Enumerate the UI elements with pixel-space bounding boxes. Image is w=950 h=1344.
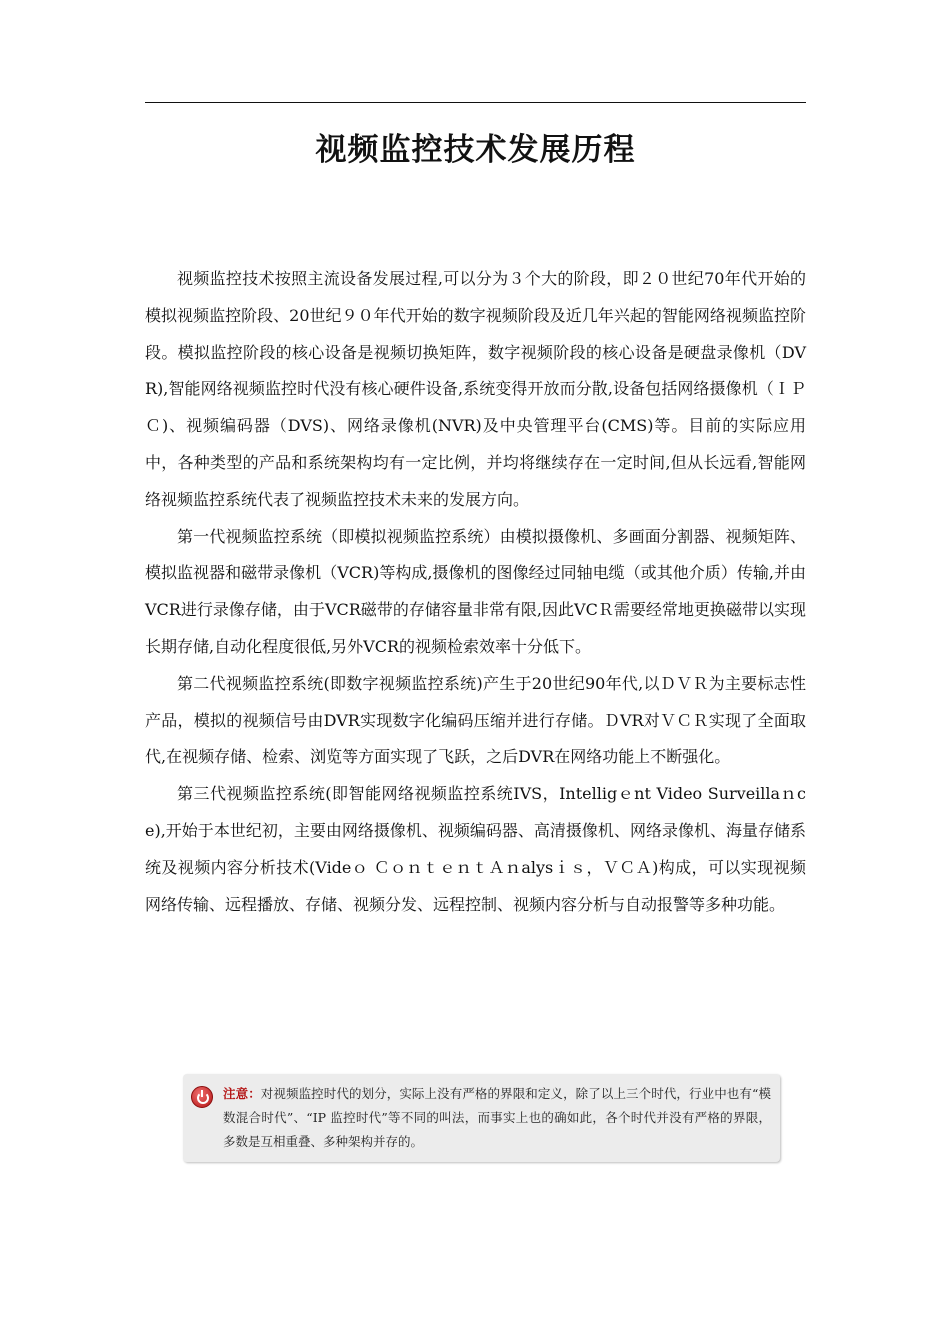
warning-icon [191,1086,213,1108]
paragraph-second-generation: 第二代视频监控系统(即数字视频监控系统)产生于20世纪90年代,以ＤＶＲ为主要标志性产品，模拟的视频信号由DVR实现数字化编码压缩并进行存储。ＤVR对ＶＣＲ实现了全面取代,在视频存储、检索、浏览等方面实现了飞跃，之后DVR在网络功能上不断强化。 [145,673,806,767]
paragraph-third-generation: 第三代视频监控系统(即智能网络视频监控系统IVS，Intelligｅnt Video Surveillaｎce),开始于本世纪初，主要由网络摄像机、视频编码器、高清摄像机、网络录像机、海量存储系统及视频内容分析技术(Videｏ ＣｏｎｔｅｎｔＡｎalysｉｓ，ＶＣＡ)构成，可以实现视频网络传输、远程播放、存储、视频分发、远程控制、视频内容分析与自动报警等多种功能。 [145,784,806,914]
note-text-block [223,1082,771,1154]
paragraph-first-generation: 第一代视频监控系统（即模拟视频监控系统）由模拟摄像机、多画面分割器、视频矩阵、模拟监视器和磁带录像机（VCR)等构成,摄像机的图像经过同轴电缆（或其他介质）传输,并由VCR进行录像存储，由于VCR磁带的存储容量非常有限,因此VCＲ需要经常地更换磁带以实现长期存储,自动化程度很低,另外VCR的视频检索效率十分低下。 [145,526,806,656]
paragraph-overview: 视频监控技术按照主流设备发展过程,可以分为３个大的阶段，即２０世纪70年代开始的模拟视频监控阶段、20世纪９０年代开始的数字视频阶段及近几年兴起的智能网络视频监控阶段。模拟监控阶段的核心设备是视频切换矩阵，数字视频阶段的核心设备是硬盘录像机（DVR),智能网络视频监控时代没有核心硬件设备,系统变得开放而分散,设备包括网络摄像机（ＩＰＣ)、视频编码器（DVS)、网络录像机(NVR)及中央管理平台(CMS)等。目前的实际应用中，各种类型的产品和系统架构均有一定比例，并均将继续存在一定时间,但从长远看,智能网络视频监控系统代表了视频监控技术未来的发展方向。 [145,269,806,509]
header-rule [145,102,806,103]
note-callout [183,1074,780,1162]
note-label: 注意： [223,1086,261,1101]
article-body [145,261,806,923]
page-title: 视频监控技术发展历程 [315,132,636,168]
note-body: 对视频监控时代的划分，实际上没有严格的界限和定义，除了以上三个时代，行业中也有“模数混合时代”、“IP 监控时代”等不同的叫法，而事实上也的确如此，各个时代并没有严格的界限，多数是互相重叠、多种架构并存的。 [223,1086,771,1149]
